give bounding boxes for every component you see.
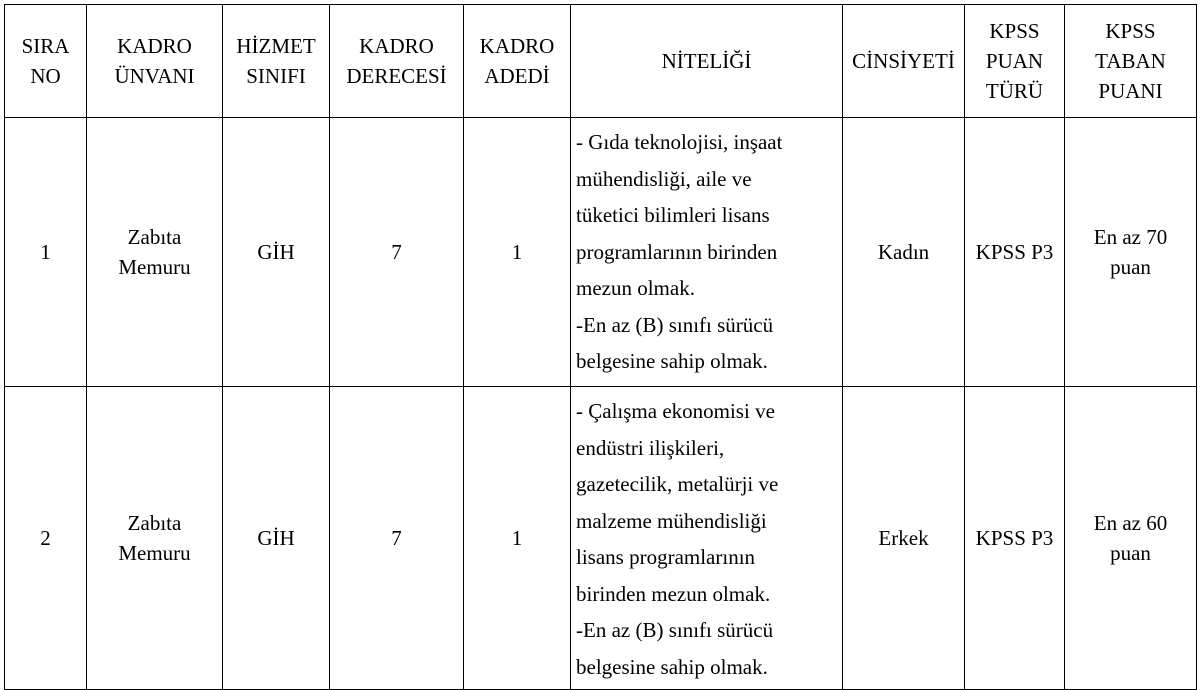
table-row [5, 387, 1197, 690]
cell-taban-puan: En az 70 puan [1065, 118, 1197, 387]
cell-derece: 7 [330, 118, 464, 387]
header-hizmet-sinifi: HİZMET SINIFI [223, 5, 330, 118]
cell-adet: 1 [464, 118, 571, 387]
header-niteligi: NİTELİĞİ [571, 5, 843, 118]
cell-sira: 1 [5, 118, 87, 387]
cell-derece: 7 [330, 387, 464, 690]
cell-nitelik: - Gıda teknolojisi, inşaat mühendisliği, aile ve tüketici bilimleri lisans programlarının birinden mezun olmak. -En az (B) sınıfı sürücü belgesine sahip olmak. [571, 118, 843, 387]
cell-sinif: GİH [223, 387, 330, 690]
header-kadro-unvani: KADRO ÜNVANI [87, 5, 223, 118]
header-row [5, 5, 1197, 118]
cell-unvan: Zabıta Memuru [87, 118, 223, 387]
cell-sira: 2 [5, 387, 87, 690]
cell-puan-turu: KPSS P3 [965, 387, 1065, 690]
header-kadro-adedi: KADRO ADEDİ [464, 5, 571, 118]
cell-cinsiyet: Kadın [843, 118, 965, 387]
cell-nitelik: - Çalışma ekonomisi ve endüstri ilişkileri, gazetecilik, metalürji ve malzeme mühendisliği lisans programlarının birinden mezun olmak. -En az (B) sınıfı sürücü belgesine sahip olmak. [571, 387, 843, 690]
cell-adet: 1 [464, 387, 571, 690]
header-kpss-puan-turu: KPSS PUAN TÜRÜ [965, 5, 1065, 118]
cell-unvan: Zabıta Memuru [87, 387, 223, 690]
header-kpss-taban-puani: KPSS TABAN PUANI [1065, 5, 1197, 118]
header-cinsiyeti: CİNSİYETİ [843, 5, 965, 118]
cell-puan-turu: KPSS P3 [965, 118, 1065, 387]
table-row [5, 118, 1197, 387]
header-kadro-derecesi: KADRO DERECESİ [330, 5, 464, 118]
cell-cinsiyet: Erkek [843, 387, 965, 690]
header-sira-no: SIRA NO [5, 5, 87, 118]
kadro-table-wrapper [4, 4, 1197, 690]
cell-sinif: GİH [223, 118, 330, 387]
cell-taban-puan: En az 60 puan [1065, 387, 1197, 690]
kadro-table [4, 4, 1197, 690]
